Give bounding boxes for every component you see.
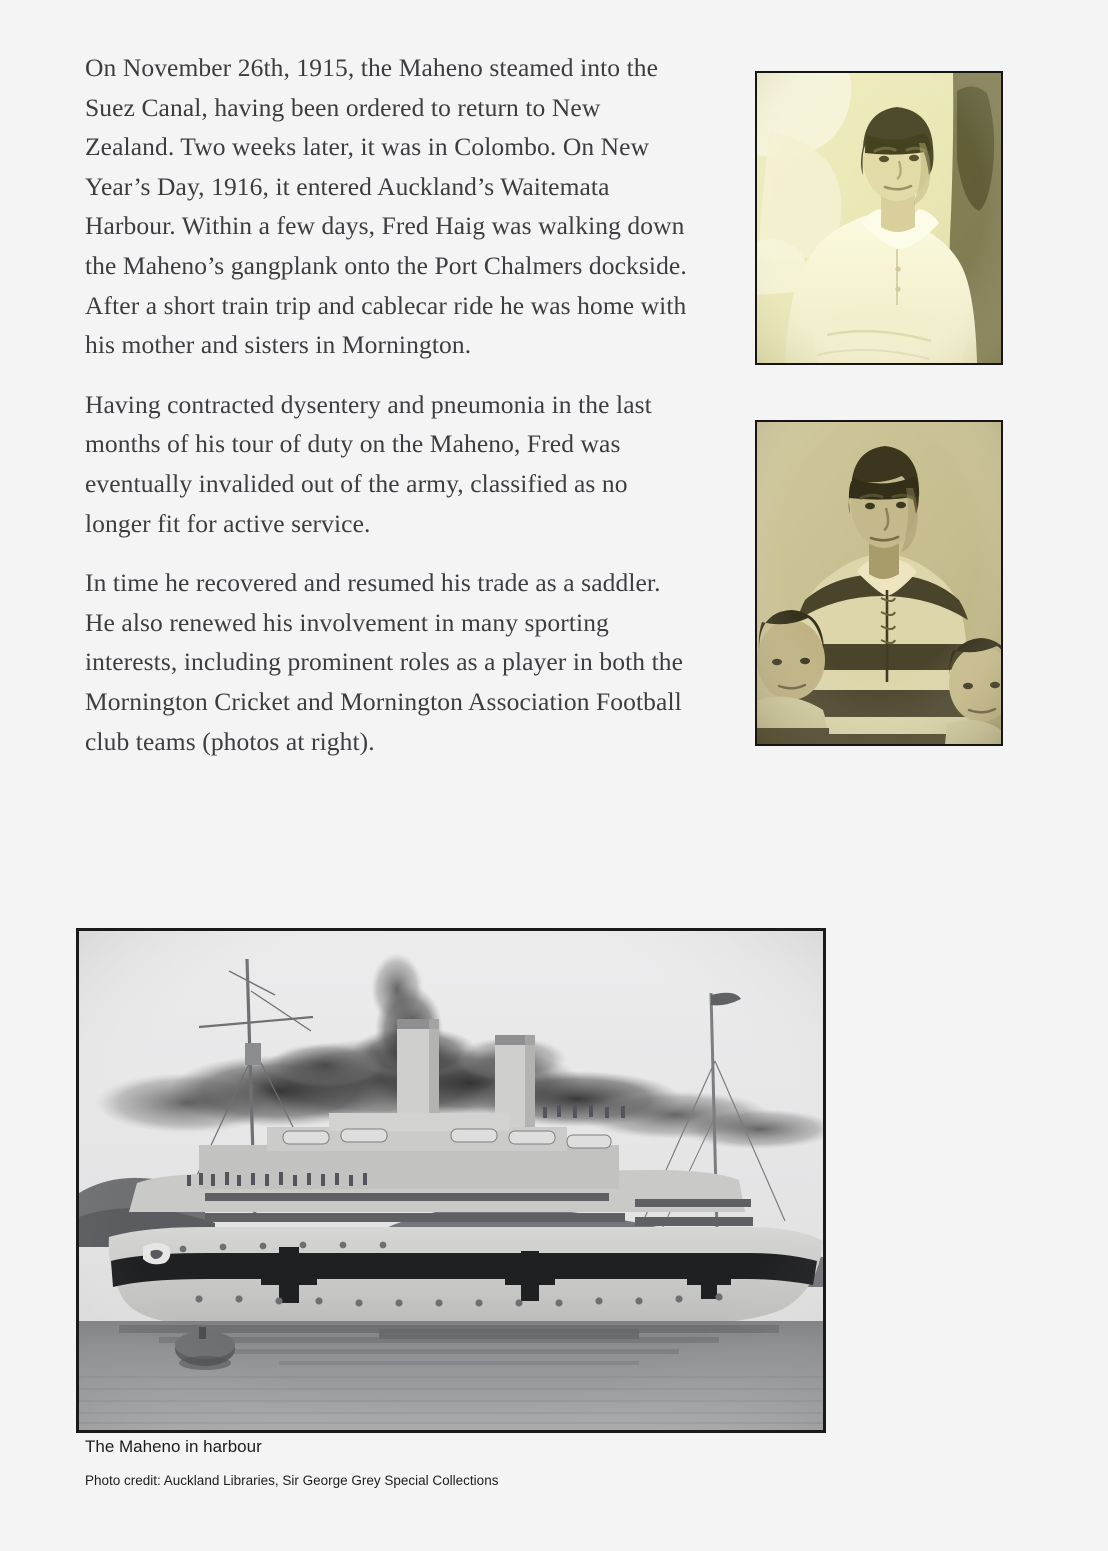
paragraph-1: On November 26th, 1915, the Maheno steamed into the Suez Canal, having been ordered to return to New Zealand. Two weeks later, it was in Colombo. On New Year’s Day, 1916, it entered Auckland’s Waitemata Harbour. Within a few days, Fred Haig was walking down the Maheno’s gangplank onto the Port Chalmers dockside. After a short train trip and cablecar ride he was home with his mother and sisters in Mornington. [85, 53, 687, 360]
ship-caption-credit: Photo credit: Auckland Libraries, Sir George Grey Special Collections [85, 1473, 499, 1488]
paragraph-3: In time he recovered and resumed his trade as a saddler. He also renewed his involvement in many sporting interests, including prominent roles as a player in both the Mornington Cricket and Mornington Association Football club teams (photos at right). [85, 568, 684, 756]
football-team-portrait-photo [755, 420, 1003, 746]
ship-caption-title: The Maheno in harbour [85, 1437, 262, 1456]
article-text-column [85, 48, 695, 781]
cricket-team-portrait-photo [755, 71, 1003, 365]
paragraph-2: Having contracted dysentery and pneumonia in the last months of his tour of duty on the Maheno, Fred was eventually invalided out of the army, classified as no longer fit for active service. [85, 389, 652, 538]
maheno-ship-photo [76, 928, 826, 1433]
football-portrait-image [757, 422, 1001, 744]
maheno-ship-image [79, 931, 823, 1430]
ship-caption-block [85, 1436, 785, 1490]
cricket-portrait-image [757, 73, 1001, 363]
